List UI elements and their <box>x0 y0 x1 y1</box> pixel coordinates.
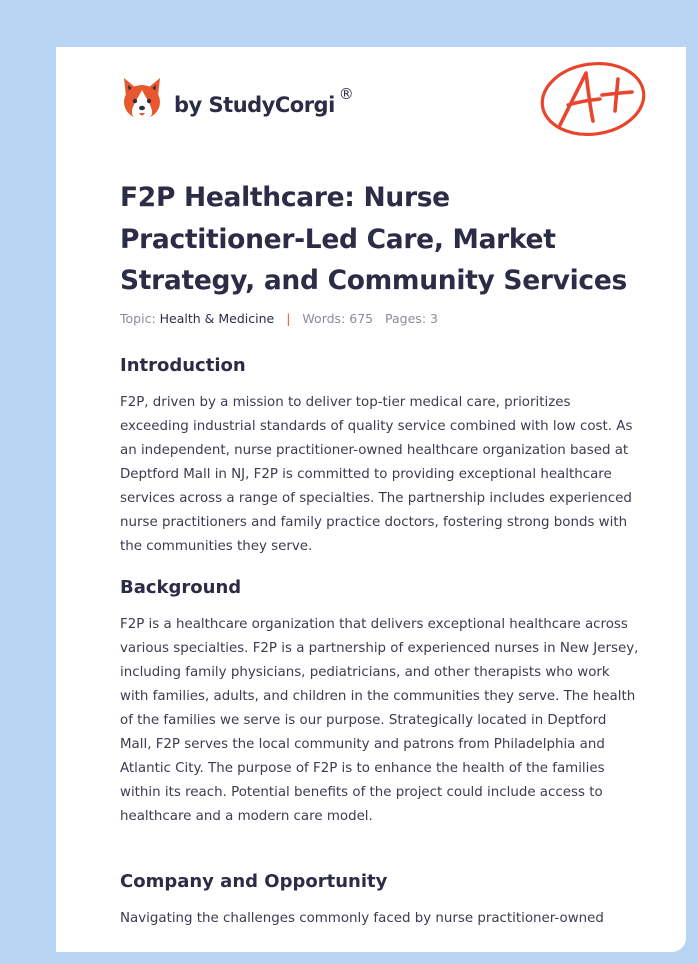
corgi-icon <box>120 76 164 122</box>
section-text-company-opportunity: Navigating the challenges commonly faced by nurse practitioner-owned <box>120 911 604 926</box>
logo-text: by StudyCorgi ® <box>174 85 354 117</box>
a-plus-grade-icon <box>538 59 648 139</box>
topic-link[interactable]: Health & Medicine <box>159 311 275 326</box>
section-text-introduction: F2P, driven by a mission to deliver top-tier medical care, prioritizes exceeding industrial standards of quality service combined with low cost. As an independent, nurse practitioner-owned healthcare organization based at Deptford Mall in NJ, F2P is committed to providing exceptional healthcare services across a range of specialties. The partnership includes experienced nurse practitioners and family practice doctors, fostering strong bonds with the communities they serve. <box>120 395 633 554</box>
studycorgi-logo[interactable] <box>120 75 353 123</box>
registered-mark: ® <box>338 85 354 103</box>
section-heading-introduction: Introduction <box>120 355 246 376</box>
topic-label: Topic: <box>120 311 156 326</box>
section-heading-background: Background <box>120 577 242 598</box>
words-label: Words: <box>302 311 346 326</box>
pages-count: 3 <box>430 311 438 326</box>
meta-separator: | <box>286 311 291 326</box>
words-count: 675 <box>349 311 374 326</box>
page-title: F2P Healthcare: Nurse Practitioner-Led Care, Market Strategy, and Community Services <box>120 182 627 296</box>
pages-label: Pages: <box>385 311 427 326</box>
document-meta <box>120 311 438 326</box>
section-text-background: F2P is a healthcare organization that delivers exceptional healthcare across various specialties. F2P is a partnership of experienced nurses in New Jersey, including family physicians, pediatricians, and other therapists who work with families, adults, and children in the communities they serve. The health of the families we serve is our purpose. Strategically located in Deptford Mall, F2P serves the local community and patrons from Philadelphia and Atlantic City. The purpose of F2P is to enhance the health of the families within its reach. Potential benefits of the project could include access to healthcare and a modern care model. <box>120 617 639 824</box>
document-page <box>56 47 686 952</box>
section-heading-company-opportunity: Company and Opportunity <box>120 871 388 892</box>
